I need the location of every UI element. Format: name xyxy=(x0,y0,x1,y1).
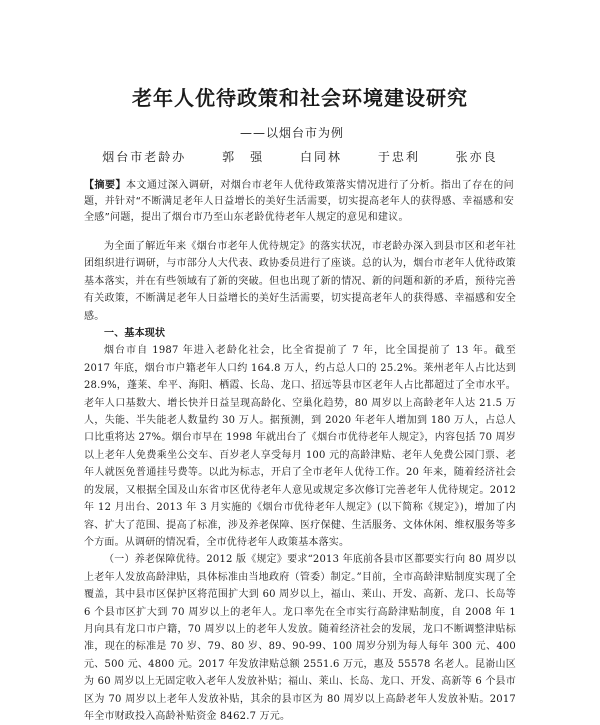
author: 白同林 xyxy=(299,150,342,164)
author: 烟台市老龄办 xyxy=(102,150,187,164)
body-text xyxy=(84,238,516,725)
author: 郭 强 xyxy=(222,150,265,164)
abstract xyxy=(84,178,514,226)
intro-paragraph: 为全面了解近年来《烟台市老年人优待规定》的落实状况，市老龄办深入到县市区和老年社团组织进行调研，与市部分人大代表、政协委员进行了座谈。总的认为，烟台市老年人优待政策基本落实，并在有些领域有了新的突破。但也出现了新的情况、新的问题和新的矛盾，预待完善有关政策，不断满足老年人日益增长的美好生活需要，切实提高老年人的获得感、幸福感和安全感。 xyxy=(84,241,516,322)
abstract-text: 本文通过深入调研，对烟台市老年人优待政策落实情况进行了分析。指出了存在的问题，并针对“不断满足老年人日益增长的美好生活需要，切实提高老年人的获得感、幸福感和安全感”问题，提出了烟台市乃至山东老龄优待老年人规定的意见和建议。 xyxy=(84,180,514,223)
author: 于忠利 xyxy=(377,150,420,164)
abstract-label: 【摘要】 xyxy=(84,180,126,191)
author-list xyxy=(0,148,600,165)
paper-subtitle: ——以烟台市为例 xyxy=(240,126,345,140)
section-heading: 一、基本现状 xyxy=(104,328,166,340)
subsection1-paragraph: （一）养老保障优待。2012 版《规定》要求“2013 年底前各县市区都要实行向 80 周岁以上老年人发放高龄津贴，具体标准由当地政府（管委）制定。”目前，全市高龄津贴制度实现了全覆盖，其中县市区保护区将范围扩大到 60 周岁以上，福山、莱山、开发、高新、龙口、长岛等 6 个县市区扩大到 70 周岁以上的老年人。龙口率先在全市实行高龄津贴制度，自 2008 年 1 月向具有龙口市户籍，70 周岁以上的老年人发放。随着经济社会的发展，龙口不断调整津贴标准，现在的标准是 70 岁、79、80 岁、89、90-99、100 周岁分别为每人每年 300 元、400 元、500 元、4800 元。2017 年发放津贴总额 2551.6 万元，惠及 55578 名老人。昆嵛山区为 60 周岁以上无固定收入老年人发放补贴；福山、莱山、长岛、龙口、开发、高新等 6 个县市区为 70 周岁以上老年人发放补贴，其余的县市区为 80 周岁以上高龄老年人发放补贴。2017 年全市财政投入高龄补贴资金 8462.7 万元。 xyxy=(84,554,516,722)
author: 张亦良 xyxy=(455,150,498,164)
section1-paragraph: 烟台市自 1987 年进入老龄化社会，比全省提前了 7 年，比全国提前了 13 年。截至 2017 年底，烟台市户籍老年人口约 164.8 万人，约占总人口的 25.2%。莱州老年人占比达到 28.9%，蓬莱、牟平、海阳、栖霞、长岛、龙口、招远等县市区老年人占比都超过了全市水平。老年人口基数大、增长快并日益呈现高龄化、空巢化趋势，80 周岁以上高龄老年人达 21.5 万人，失能、半失能老人数量约 30 万人。据预测，到 2020 年老年人增加到 180 万人，占总人口比重将达 27%。烟台市早在 1998 年就出台了《烟台市优待老年人规定》，内容包括 70 周岁以上老年人免费乘坐公交车、百岁老人享受每月 100 元的高龄津贴、老年人免费公园门票、老年人就医免普通挂号费等。以此为标志，开启了全市老年人优待工作。20 年来，随着经济社会的发展，又根据全国及山东省市区优待老年人意见或规定多次修订完善老年人优待规定。2012 年 12 月出台、2013 年 3 月实施的《烟台市优待老年人规定》(以下简称《规定》)，增加了内容、扩大了范围、提高了标准，涉及养老保障、医疗保健、生活服务、文体休闲、维权服务等多个方面。从调研的情况看，全市优待老年人政策基本落实。 xyxy=(84,345,516,548)
paper-title: 老年人优待政策和社会环境建设研究 xyxy=(132,86,468,110)
